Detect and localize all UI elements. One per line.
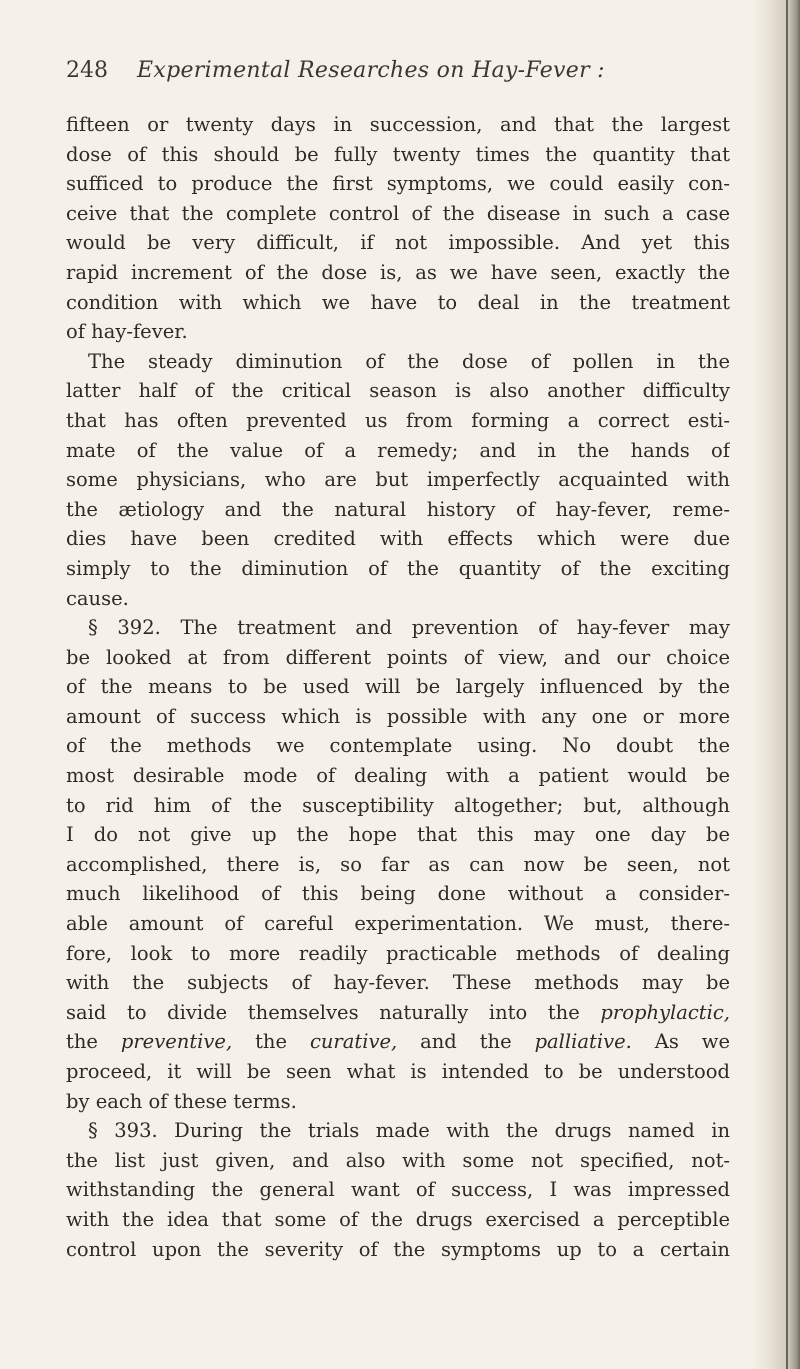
text-line: condition with which we have to deal in the treatment — [66, 290, 730, 314]
text-line: some physicians, who are but imperfectly acquainted with — [66, 468, 730, 492]
text-line: to rid him of the susceptibility altogether; but, although — [66, 793, 730, 817]
text-line: amount of success which is possible with any one or more — [66, 704, 730, 728]
text-line: simply to the diminution of the quantity of the exciting — [66, 556, 730, 580]
term-palliative: palliative. — [534, 1030, 632, 1054]
text-line: proceed, it will be seen what is intended to be understood — [66, 1060, 730, 1083]
body-text — [66, 110, 730, 1264]
running-title: Experimental Researches on Hay-Fever : — [137, 58, 605, 83]
text-line: dies have been credited with effects which were due — [66, 527, 730, 551]
line-text: As we — [631, 1030, 730, 1054]
text-line: that has often prevented us from forming a correct esti- — [66, 408, 730, 432]
line-text: said to divide themselves naturally into the — [66, 1000, 601, 1024]
text-line: with the subjects of hay-fever. These methods may be — [66, 971, 730, 995]
term-prophylactic: prophylactic, — [600, 1000, 730, 1024]
section-393-start-line: § 393. During the trials made with the drugs named in — [88, 1119, 730, 1143]
text-line: be looked at from different points of view, and our choice — [66, 645, 730, 669]
text-line: of the methods we contemplate using. No doubt the — [66, 734, 730, 758]
text-line: rapid increment of the dose is, as we have seen, exactly the — [66, 260, 730, 284]
paragraph-start-line: The steady diminution of the dose of pollen in the — [88, 349, 730, 373]
text-line: of the means to be used will be largely influenced by the — [66, 675, 730, 699]
text-line: withstanding the general want of success, I was impressed — [66, 1178, 730, 1202]
line-text: and the — [397, 1030, 535, 1054]
page-number: 248 — [66, 58, 108, 83]
book-spine-shadow — [752, 0, 800, 1369]
page-edge-line — [786, 0, 788, 1369]
text-line-with-terms — [66, 998, 730, 1028]
text-line: much likelihood of this being done without a consider- — [66, 882, 730, 906]
text-line: the list just given, and also with some not specified, not- — [66, 1148, 730, 1172]
text-line: fifteen or twenty days in succession, and that the largest — [66, 113, 730, 136]
text-line-with-terms — [66, 1027, 730, 1057]
section-392-start-line: § 392. The treatment and prevention of hay-fever may — [88, 616, 730, 640]
text-line: latter half of the critical season is also another difficulty — [66, 379, 730, 403]
line-text: the — [232, 1030, 310, 1054]
text-line: by each of these terms. — [66, 1089, 297, 1113]
text-line: of hay-fever. — [66, 320, 188, 344]
text-line: the ætiology and the natural history of hay-fever, reme- — [66, 497, 730, 521]
text-line: fore, look to more readily practicable methods of dealing — [66, 941, 730, 965]
running-header — [66, 58, 726, 98]
text-line: able amount of careful experimentation. We must, there- — [66, 912, 730, 936]
text-line: I do not give up the hope that this may one day be — [66, 823, 730, 847]
text-line: most desirable mode of dealing with a patient would be — [66, 764, 730, 788]
text-line: sufficed to produce the first symptoms, we could easily con- — [66, 172, 730, 196]
text-line: cause. — [66, 586, 129, 610]
text-line: dose of this should be fully twenty times the quantity that — [66, 142, 730, 166]
term-preventive: preventive, — [120, 1030, 233, 1054]
text-line: accomplished, there is, so far as can now be seen, not — [66, 852, 730, 876]
text-line: with the idea that some of the drugs exercised a perceptible — [66, 1207, 730, 1231]
line-text: the — [66, 1030, 121, 1054]
text-line: would be very difficult, if not impossible. And yet this — [66, 231, 730, 255]
text-line: ceive that the complete control of the disease in such a case — [66, 201, 730, 225]
term-curative: curative, — [309, 1030, 398, 1054]
text-line: mate of the value of a remedy; and in the hands of — [66, 438, 730, 462]
text-line: control upon the severity of the symptoms up to a certain — [66, 1237, 730, 1261]
